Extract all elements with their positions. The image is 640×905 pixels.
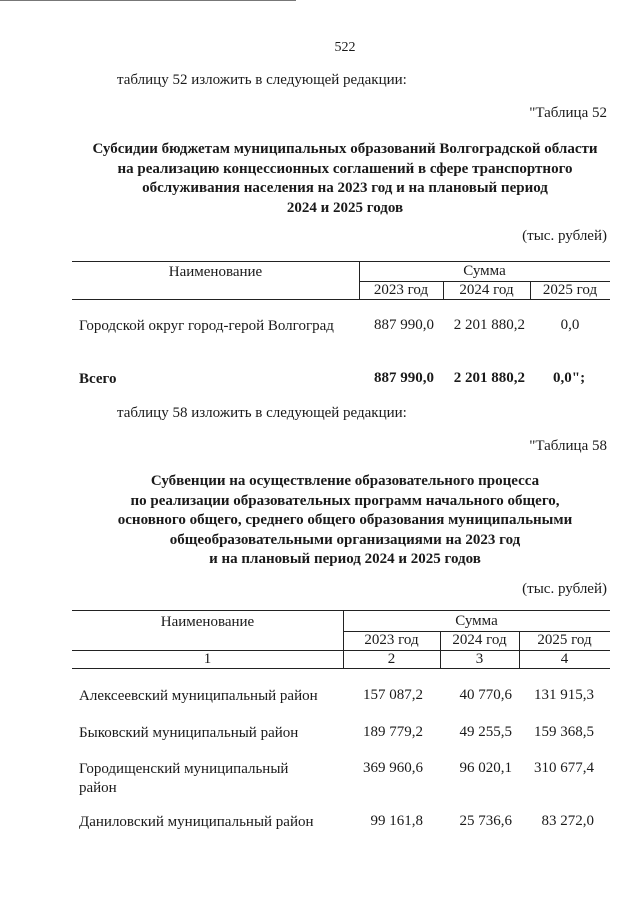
total-value-2025: 0,0"; [553,370,586,386]
column-number-3: 3 [475,651,484,667]
column-number-1: 1 [203,651,212,667]
table-58-header-name: Наименование [160,614,255,630]
total-value-2024: 2 201 880,2 [453,370,525,386]
instruction-table-52: таблицу 52 изложить в следующей редакции: [117,72,407,88]
table-52-units: (тыс. рублей) [522,228,607,244]
table-58-title-line-5: и на плановый период 2024 и 2025 годов [209,551,481,568]
table-58-title-line-2: по реализации образовательных программ начального общего, [130,492,560,509]
row-value-2024: 40 770,6 [459,687,512,703]
row-value-2025: 83 272,0 [541,813,594,829]
total-value-2023: 887 990,0 [374,370,434,386]
instruction-table-58: таблицу 58 изложить в следующей редакции: [117,405,407,421]
table-58-header-2025: 2025 год [537,632,592,648]
table-52-title-line-4: 2024 и 2025 годов [286,199,404,216]
table-52-header-2023: 2023 год [373,282,429,298]
table-58-units: (тыс. рублей) [522,581,607,597]
table-52-title-line-3: обслуживания населения на 2023 год и на плановый период [142,180,548,197]
row-value-2023: 99 161,8 [370,813,423,829]
row-name: Даниловский муниципальный район [79,814,314,830]
table-52-header-sum: Сумма [463,263,506,279]
top-rule [0,0,296,1]
row-value-2024: 96 020,1 [459,760,512,776]
page-number: 522 [334,40,356,55]
table-58-title-line-4: общеобразовательными организациями на 2023 год [169,531,521,548]
table-52-title-line-1: Субсидии бюджетам муниципальных образований Волгоградской области [92,141,598,157]
table-58-title-line-3: основного общего, среднего общего образования муниципальными [117,512,573,529]
row-name: Быковский муниципальный район [79,725,299,741]
row-value-2025: 0,0 [560,317,580,333]
table-52-header-2025: 2025 год [542,282,598,298]
row-name-line-2: район [79,780,117,796]
table-52-label: "Таблица 52 [529,105,607,121]
row-value-2025: 159 368,5 [534,724,594,740]
table-58-header-2024: 2024 год [452,632,507,648]
row-value-2023: 369 960,6 [363,760,423,776]
column-number-4: 4 [560,651,569,667]
table-58-header-2023: 2023 год [364,632,419,648]
table-52-title-line-2: на реализацию концессионных соглашений в сфере транспортного [117,160,573,177]
table-52-header-2024: 2024 год [459,282,514,298]
row-value-2023: 887 990,0 [374,317,434,333]
column-number-2: 2 [387,651,396,667]
row-name-line-1: Городищенский муниципальный [79,761,289,777]
row-name: Алексеевский муниципальный район [79,688,318,704]
table-58-title-line-1: Субвенции на осуществление образовательного процесса [150,473,540,489]
row-value-2023: 157 087,2 [363,687,423,703]
table-52-header-name: Наименование [168,264,263,280]
row-value-2023: 189 779,2 [363,724,423,740]
row-value-2024: 49 255,5 [459,724,512,740]
row-value-2025: 131 915,3 [534,687,594,703]
row-value-2024: 2 201 880,2 [453,317,525,333]
row-name: Городской округ город-герой Волгоград [79,318,334,334]
row-value-2024: 25 736,6 [459,813,512,829]
row-value-2025: 310 677,4 [534,760,594,776]
table-58-header-sum: Сумма [455,613,498,629]
table-58-label: "Таблица 58 [529,438,607,454]
total-label: Всего [79,371,117,387]
